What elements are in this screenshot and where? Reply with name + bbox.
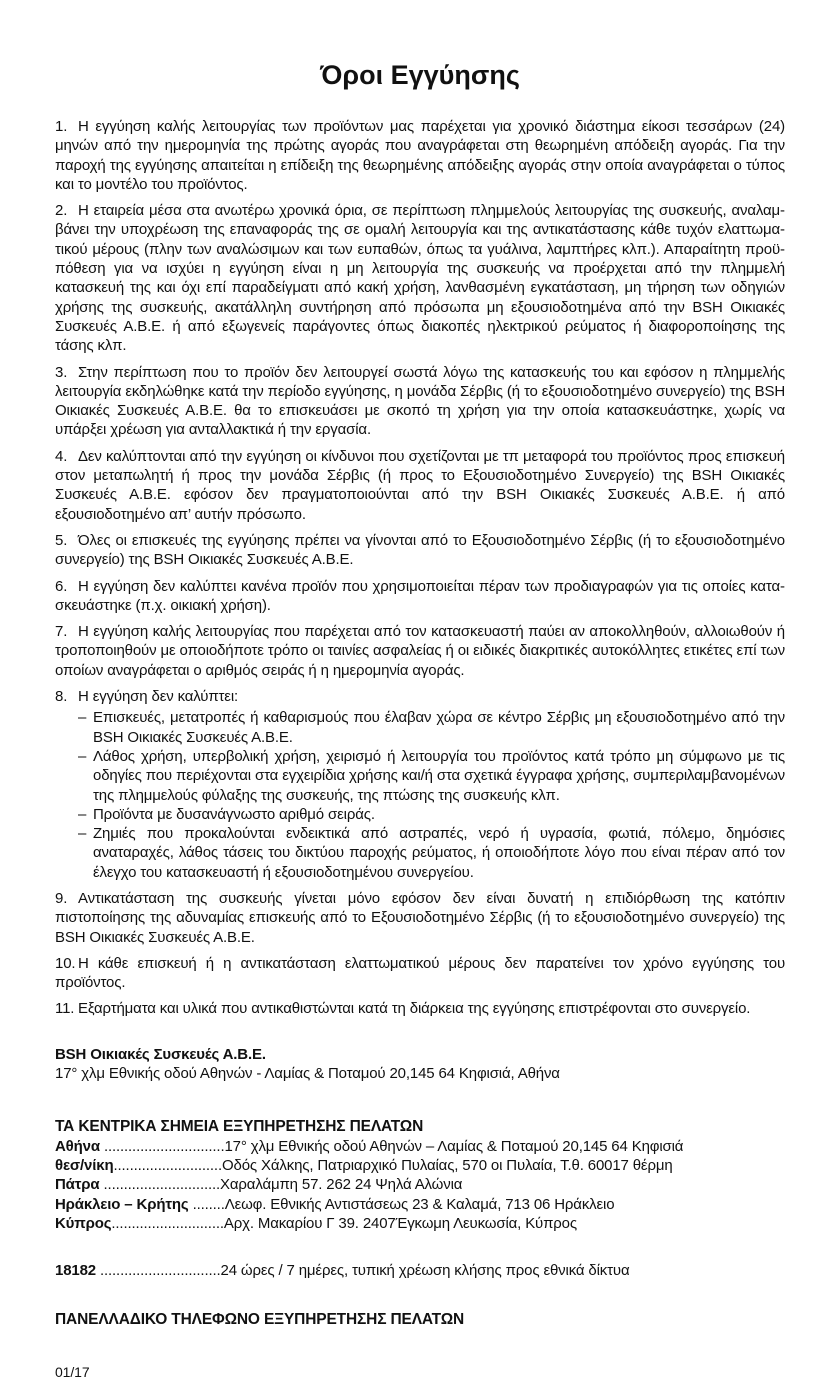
- company-address: 17° χλμ Εθνικής οδού Αθηνών - Λαμίας & Ποταμού 20,145 64 Κηφισιά, Αθήνα: [55, 1065, 560, 1083]
- national-phone-heading: ΠΑΝΕΛΛΑΔΙΚΟ ΤΗΛΕΦΩΝΟ ΕΞΥΠΗΡΕΤΗΣΗΣ ΠΕΛΑΤΩΝ: [55, 1311, 465, 1329]
- dot-leader: ..............................: [103, 1137, 225, 1155]
- term-5-number: 5.: [55, 531, 68, 549]
- dot-leader: ........: [192, 1195, 225, 1213]
- hotline-number: 18182: [55, 1262, 100, 1280]
- term-5-text: Όλες οι επισκευές της εγγύησης πρέπει να γίνονται από το Εξουσιοδοτημένο Σέρβις (ή το εξουσιοδοτημένο συνεργείο) της BSH Οικιακές Συσκευές Α.Β.Ε.: [55, 531, 785, 569]
- service-centers: [55, 1117, 785, 1233]
- city-label: Αθήνα: [55, 1137, 104, 1155]
- term-7-number: 7.: [55, 623, 68, 641]
- term-2-text: Η εταιρεία μέσα στα ανωτέρω χρονικά όρια, σε περίπτωση πλημμελούς λειτουργίας της συσκευής, αναλαμβάνει την υποχρέωση της επαναφοράς της σε ομαλή λειτουργία και της αντικατάστασης κάθε τυχόν ελαττωματικού μέρους (πλην των αναλώσιμων και των ευπαθών, όπως τα γυάλινα, λαμπτήρες κλπ.). Απαραίτητη προϋπόθεση για να ισχύει η εγγύηση είναι η μη λειτουργία της συσκευής να προέρχεται από την πλημμελή κατασκευή της και όχι επί παραδείγματι από κακή χρήση, λανθασμένη εγκατάσταση, μη τήρηση των οδηγιών χρήσης της συσκευής, ακατάλληλη συντήρηση από πρόσωπα μη εξουσιοδοτημένα από την BSH Οικιακές Συσκευές Α.Β.Ε. ή από εξωγενείς παράγοντες όπως διακοπές ηλεκτρικού ρεύματος ή διαφοροποίησης της τάσης κλπ.: [55, 202, 785, 355]
- term-8-bullet-text: Λάθος χρήση, υπερβολική χρήση, χειρισμό ή λειτουργία του προϊόντος κατά τρόπο μη σύμφωνο με τις οδηγίες που περιέχονται στα εγχειρίδια χρήσης και/ή στα σχετικά έγγραφα χρήσης, συμπεριλαμβανομένων της πλημμελούς φύλαξης της συσκευής, της πτώσης της συσκευής κλπ.: [93, 747, 785, 804]
- term-11-text: Εξαρτήματα και υλικά που αντικαθιστώνται κατά τη διάρκεια της εγγύησης επιστρέφονται στο συνεργείο.: [78, 1000, 751, 1018]
- city-address: Αρχ. Μακαρίου Γ 39. 2407Έγκωμη Λευκωσία, Κύπρος: [223, 1214, 577, 1232]
- term-11-number: 11.: [55, 1000, 75, 1018]
- service-center-heraklion: [55, 1195, 785, 1214]
- dot-leader: .............................: [103, 1176, 221, 1194]
- term-4-number: 4.: [55, 447, 68, 465]
- bullet-dash: –: [78, 747, 87, 765]
- term-8-bullet: [78, 708, 785, 747]
- term-7: [55, 622, 785, 680]
- term-3: [55, 363, 785, 440]
- hotline: [55, 1261, 785, 1280]
- term-6-number: 6.: [55, 577, 68, 595]
- term-1: [55, 117, 785, 194]
- term-10: [55, 954, 785, 993]
- dot-leader: ............................: [111, 1214, 224, 1232]
- term-8-bullet-text: Ζημιές που προκαλούνται ενδεικτικά από αστραπές, νερό ή υγρασία, φωτιά, πόλεμο, δημόσιες αναταραχές, λάθος τάσεις του δικτύου παροχής ρεύματος, ή οποιοδήποτε λόγο που είναι πέραν από τον έλεγχο του κατασκευαστή ή εξουσιοδοτημένου συνεργείου.: [93, 825, 785, 881]
- term-10-number: 10.: [55, 954, 76, 972]
- term-8-bullet: [78, 824, 785, 882]
- term-11: [55, 999, 785, 1018]
- term-9-number: 9.: [55, 889, 68, 907]
- company-name: BSH Οικιακές Συσκευές Α.Β.Ε.: [55, 1045, 266, 1063]
- bullet-dash: –: [78, 709, 87, 727]
- city-address: Λεωφ. Εθνικής Αντιστάσεως 23 & Καλαμά, 713 06 Ηράκλειο: [224, 1195, 615, 1213]
- hotline-description: 24 ώρες / 7 ημέρες, τυπική χρέωση κλήσης προς εθνικά δίκτυα: [220, 1262, 630, 1280]
- term-5: [55, 531, 785, 570]
- term-4: [55, 447, 785, 524]
- term-3-text: Στην περίπτωση που το προϊόν δεν λειτουργεί σωστά λόγω της κατασκευής του και εφόσον η πλημμελής λειτουργία εκδηλώθηκε κατά την περίοδο εγγύησης, η μονάδα Σέρβις (ή το εξουσιοδοτημένο συνεργείο) της BSH Οικιακές Συσκευές Α.Β.Ε. θα το επισκευάσει με σκοπό τη χρήση για την οποία κατασκευάστηκε, χωρίς να υπάρξει χρέωση για ανταλλακτικά ή την εργασία.: [55, 363, 785, 439]
- term-9: [55, 889, 785, 947]
- term-2-number: 2.: [55, 202, 68, 220]
- term-8-bullet-text: Επισκευές, μετατροπές ή καθαρισμούς που έλαβαν χώρα σε κέντρο Σέρβις μη εξουσιοδοτημένο από την BSH Οικιακές Συσκευές Α.Β.Ε.: [93, 709, 785, 746]
- term-9-text: Αντικατάσταση της συσκευής γίνεται μόνο εφόσον δεν είναι δυνατή η επιδιόρθωση της κατόπιν πιστοποίησης της αδυναμίας επισκευής από το Εξουσιοδοτημένο Σέρβις (ή το εξουσιοδοτημένο συνεργείο) της BSH Οικιακές Συσκευές Α.Β.Ε.: [55, 889, 785, 946]
- term-1-text: Η εγγύηση καλής λειτουργίας των προϊόντων μας παρέχεται για χρονικό διάστημα είκοσι τεσσάρων (24) μηνών από την ημερομηνία της πρώτης αγοράς που αναγράφεται στη θεωρημένη απόδειξη αγοράς. Για την παροχή της εγγύησης απαιτείται η επίδειξη της θεωρημένης απόδειξης αγοράς στην οποία αναγράφεται ο τύπος και το μοντέλο του προϊόντος.: [55, 118, 785, 193]
- terms-list: [55, 117, 785, 1019]
- city-label: Κύπρος: [55, 1214, 112, 1232]
- service-center-cyprus: [55, 1214, 785, 1233]
- city-address: Χαραλάμπη 57. 262 24 Ψηλά Αλώνια: [220, 1176, 463, 1194]
- bullet-dash: –: [78, 805, 87, 823]
- bullet-dash: –: [78, 825, 87, 843]
- city-address: 17° χλμ Εθνικής οδού Αθηνών – Λαμίας & Ποταμού 20,145 64 Κηφισιά: [224, 1137, 684, 1155]
- dot-leader: ..............................: [99, 1262, 221, 1280]
- service-center-patra: [55, 1175, 785, 1194]
- dot-leader: ...........................: [113, 1156, 222, 1174]
- version-label: 01/17: [55, 1363, 90, 1380]
- term-8-text: Η εγγύηση δεν καλύπτει:: [78, 688, 239, 706]
- term-6-text: Η εγγύηση δεν καλύπτει κανένα προϊόν που χρησιμοποιείται πέραν των προδιαγραφών για τις οποίες κατασκευάστηκε (π.χ. οικιακή χρήση).: [55, 577, 785, 614]
- company-info: [55, 1045, 785, 1084]
- term-3-number: 3.: [55, 363, 68, 381]
- city-address: Οδός Χάλκης, Πατριαρχικό Πυλαίας, 570 οι Πυλαία, Τ.θ. 60017 θέρμη: [221, 1156, 673, 1174]
- term-8-number: 8.: [55, 688, 68, 706]
- term-4-text: Δεν καλύπτονται από την εγγύηση οι κίνδυνοι που σχετίζονται με τπ μεταφορά του προϊόντος προς επισκευή στον μεταπωλητή ή προς την μονάδα Σέρβις (ή προς το Εξουσιοδοτημένο Συνεργείο) της BSH Οικιακές Συσκευές Α.Β.Ε. εφόσον δεν πραγματοποιούνται από την BSH Οικιακές Συσκευές Α.Β.Ε. ή από εξουσιοδοτημένο απ’ αυτήν πρόσωπο.: [55, 447, 785, 523]
- service-center-thessaloniki: [55, 1156, 785, 1175]
- term-10-text: Η κάθε επισκευή ή η αντικατάσταση ελαττωματικού μέρους δεν παρατείνει τον χρόνο εγγύησης του προϊόντος.: [55, 954, 785, 992]
- term-8-bullet: [78, 805, 785, 824]
- term-7-text: Η εγγύηση καλής λειτουργίας που παρέχεται από τον κατασκευαστή παύει αν αποκολληθούν, αλλοιωθούν ή τροποποιηθούν με οποιοδήποτε τρόπο οι ταινίες ασφαλείας ή οι ειδικές διακριτικές αυτοκόλλητες ετικέτες επί των οποίων αναγράφεται ο αριθμός σειράς ή η ημερομηνία αγοράς.: [55, 623, 785, 679]
- city-label: Πάτρα: [55, 1176, 104, 1194]
- term-8-bullet: [78, 747, 785, 805]
- term-1-number: 1.: [55, 118, 68, 135]
- service-centers-heading: ΤΑ ΚΕΝΤΡΙΚΑ ΣΗΜΕΙΑ ΕΞΥΠΗΡΕΤΗΣΗΣ ΠΕΛΑΤΩΝ: [55, 1118, 424, 1136]
- service-center-athens: [55, 1137, 785, 1156]
- page-title: Όροι Εγγύησης: [320, 60, 520, 90]
- term-6: [55, 577, 785, 616]
- city-label: θεσ/νίκη: [55, 1156, 114, 1174]
- term-8: [55, 687, 785, 706]
- term-2: [55, 201, 785, 355]
- term-8-bullet-list: [55, 708, 785, 882]
- city-label: Ηράκλειο – Κρήτης: [55, 1195, 193, 1213]
- term-8-bullet-text: Προϊόντα με δυσανάγνωστο αριθμό σειράς.: [93, 805, 375, 823]
